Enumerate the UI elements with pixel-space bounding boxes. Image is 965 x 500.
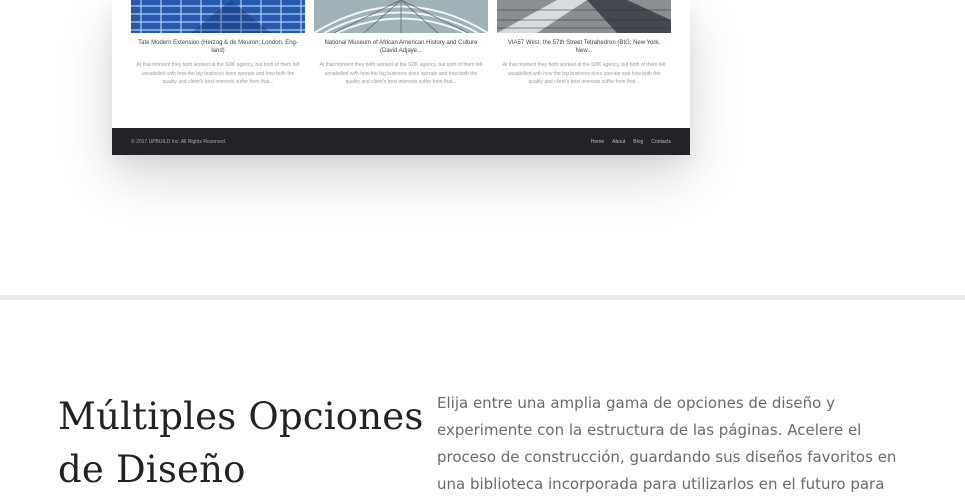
footer-link-contacts[interactable]: Contacts bbox=[651, 139, 671, 145]
footer-copyright: © 2017 UPBUILD Inc. All Rights Reserved. bbox=[131, 139, 227, 145]
blog-card[interactable] bbox=[497, 0, 671, 87]
blog-card-title[interactable]: VIA57 West, the 57th Street Tetrahedron (BIG; New York, New... bbox=[507, 40, 661, 54]
website-preview-mockup bbox=[112, 0, 690, 155]
feature-title: Múltiples Opciones de Diseño bbox=[58, 395, 424, 491]
feature-description: Elija entre una amplia gama de opciones de diseño y experimente con la estructura de las páginas. Acelere el proceso de construcción, guardando sus diseños favoritos en una biblioteca incorporada para utilizarlos en el futuro para bbox=[437, 394, 897, 493]
preview-footer bbox=[112, 128, 690, 155]
blog-card[interactable] bbox=[314, 0, 488, 87]
blog-card[interactable] bbox=[131, 0, 305, 87]
blog-cards bbox=[131, 0, 671, 128]
building-photo-icon bbox=[314, 0, 488, 33]
blog-card-excerpt: At that moment they both worked at the SDK agency, but both of them felt unsatisfied with how the big business does operate and how both the quality and client's best interests suffer from that... bbox=[319, 62, 483, 85]
blog-card-image[interactable] bbox=[131, 0, 305, 33]
blog-card-title[interactable]: National Museum of African American History and Culture (David Adjaye... bbox=[324, 40, 478, 54]
blog-card-image[interactable] bbox=[314, 0, 488, 33]
blog-card-title[interactable]: Tate Modern Extension (Herzog & de Meuron; London, Eng-land) bbox=[138, 40, 298, 54]
blog-card-excerpt: At that moment they both worked at the SDK agency, but both of them felt unsatisfied with how the big business does operate and how both the quality and client's best interests suffer from that... bbox=[502, 62, 666, 85]
footer-link-about[interactable]: About bbox=[612, 139, 626, 145]
footer-nav bbox=[591, 139, 671, 145]
building-photo-icon bbox=[131, 0, 305, 33]
blog-card-image[interactable] bbox=[497, 0, 671, 33]
section-divider bbox=[0, 295, 965, 300]
footer-link-blog[interactable]: Blog bbox=[633, 139, 644, 145]
blog-card-excerpt: At that moment they both worked at the SDK agency, but both of them felt unsatisfied with how the big business does operate and how both the quality and client's best interests suffer from that... bbox=[136, 62, 300, 85]
building-photo-icon bbox=[497, 0, 671, 33]
footer-link-home[interactable]: Home bbox=[590, 139, 605, 145]
